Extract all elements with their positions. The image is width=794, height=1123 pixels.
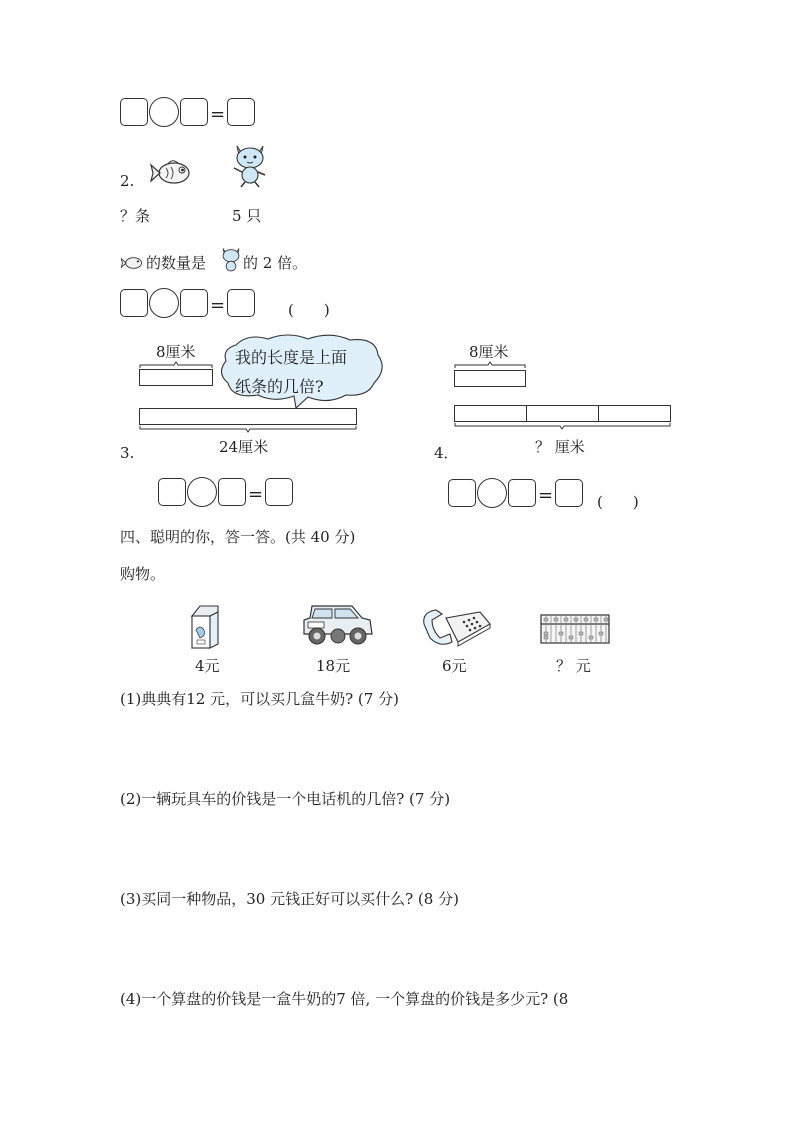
operator-circle[interactable]	[149, 288, 179, 318]
q2-answer-paren[interactable]: ( )	[288, 301, 330, 319]
q4-top-length: 8厘米	[469, 343, 509, 361]
milk-price: 4元	[195, 657, 220, 675]
toy-car-icon	[300, 600, 376, 648]
answer-box[interactable]	[218, 478, 246, 506]
q3-long-strip	[139, 408, 357, 425]
question-3: (3)买同一种物品，30 元钱正好可以买什么? (8 分)	[120, 890, 459, 908]
equals-sign: =	[248, 484, 264, 505]
q1-equation	[120, 95, 255, 129]
answer-box[interactable]	[120, 98, 148, 126]
equals-sign: =	[210, 104, 226, 125]
operator-circle[interactable]	[477, 478, 507, 508]
cat-icon	[232, 142, 268, 188]
equals-sign: =	[210, 295, 226, 316]
bubble-line2: 纸条的几倍?	[235, 377, 324, 396]
fish-icon	[150, 158, 192, 188]
q4-long-strip-segment	[526, 405, 599, 422]
q4-short-strip	[454, 370, 526, 387]
toy-car-price: 18元	[316, 657, 351, 675]
question-2: (2)一辆玩具车的价钱是一个电话机的几倍? (7 分)	[120, 790, 451, 808]
q4-answer-paren[interactable]: ( )	[597, 493, 639, 511]
equals-sign: =	[538, 485, 554, 506]
q2-statement-part2: 的 2 倍。	[243, 254, 308, 272]
telephone-icon	[418, 604, 492, 648]
q2-number: 2.	[120, 172, 135, 190]
q2-fish-count: ？条	[120, 207, 151, 225]
q3-bottom-brace	[139, 425, 357, 433]
bubble-line1: 我的长度是上面	[235, 348, 348, 367]
q4-long-strip-segment	[454, 405, 527, 422]
operator-circle[interactable]	[187, 477, 217, 507]
milk-carton-icon	[188, 602, 222, 650]
q3-top-length: 8厘米	[156, 343, 196, 361]
answer-box[interactable]	[120, 289, 148, 317]
answer-box[interactable]	[180, 98, 208, 126]
q4-bottom-brace	[454, 422, 671, 430]
telephone-price: 6元	[442, 657, 467, 675]
q2-statement-part1: 的数量是	[146, 254, 207, 272]
operator-circle[interactable]	[149, 97, 179, 127]
q4-number: 4．	[434, 444, 459, 462]
q3-equation	[158, 475, 293, 509]
section-subtitle: 购物。	[120, 565, 166, 583]
answer-box[interactable]	[448, 479, 476, 507]
fish-icon	[120, 255, 144, 271]
q4-bottom-length: ？ 厘米	[535, 438, 585, 456]
answer-box[interactable]	[180, 289, 208, 317]
section-title: 四、聪明的你，答一答。(共 40 分)	[120, 528, 356, 546]
q3-number: 3.	[120, 444, 135, 462]
q4-top-brace	[454, 361, 526, 369]
result-box[interactable]	[227, 98, 255, 126]
result-box[interactable]	[555, 479, 583, 507]
q3-short-strip	[139, 369, 213, 386]
q3-bottom-length: 24厘米	[219, 438, 269, 456]
q3-top-brace	[139, 361, 213, 369]
question-4: (4)一个算盘的价钱是一盒牛奶的7 倍, 一个算盘的价钱是多少元? (8	[120, 990, 569, 1008]
q2-equation	[120, 286, 255, 320]
abacus-icon	[540, 614, 610, 644]
abacus-price: ？ 元	[556, 657, 591, 675]
answer-box[interactable]	[508, 479, 536, 507]
question-1: (1)典典有12 元，可以买几盒牛奶? (7 分)	[120, 690, 399, 708]
q2-cat-count: 5 只	[232, 207, 262, 225]
q4-long-strip-segment	[598, 405, 671, 422]
q4-equation	[448, 476, 583, 510]
cat-icon	[220, 246, 242, 274]
result-box[interactable]	[265, 478, 293, 506]
answer-box[interactable]	[158, 478, 186, 506]
result-box[interactable]	[227, 289, 255, 317]
